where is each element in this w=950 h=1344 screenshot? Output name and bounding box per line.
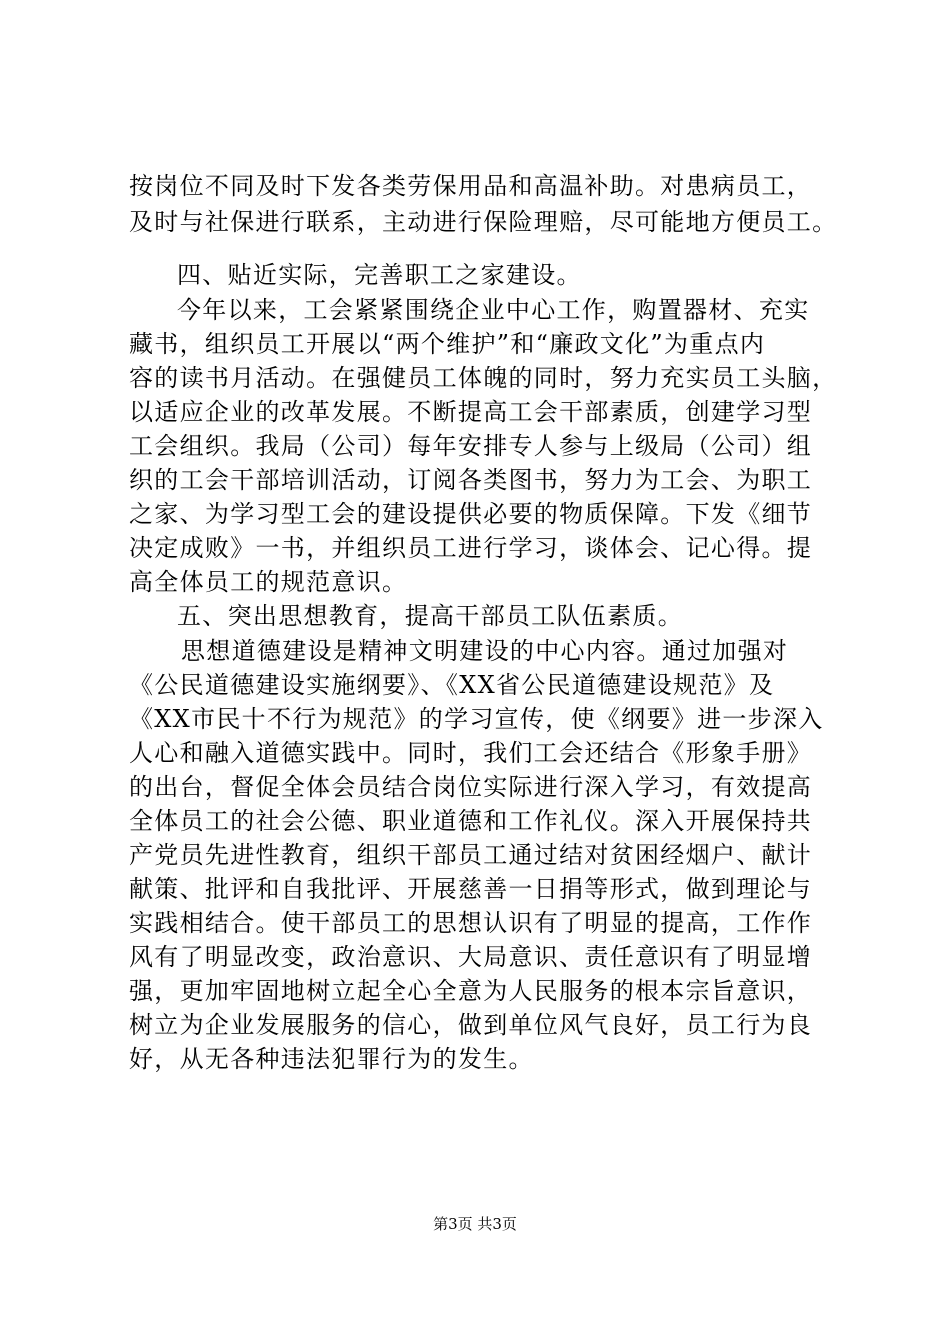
body-line: 《公民道德建设实施纲要》、《XX省公民道德建设规范》及 — [129, 671, 775, 699]
section-heading: 四、贴近实际，完善职工之家建设。 — [177, 261, 582, 289]
body-line: 之家、为学习型工会的建设提供必要的物质保障。下发《细节 — [129, 500, 813, 528]
body-line: 及时与社保进行联系，主动进行保险理赔，尽可能地方便员工。 — [129, 208, 838, 236]
body-line: 《XX市民十不行为规范》的学习宣传，使《纲要》进一步深入 — [129, 705, 824, 733]
body-line: 容的读书月活动。在强健员工体魄的同时，努力充实员工头脑， — [129, 364, 838, 392]
body-line: 的出台，督促全体会员结合岗位实际进行深入学习，有效提高 — [129, 773, 813, 801]
section-heading: 五、突出思想教育，提高干部员工队伍素质。 — [177, 602, 683, 630]
body-line: 好，从无各种违法犯罪行为的发生。 — [129, 1045, 534, 1073]
body-line: 决定成败》一书，并组织员工进行学习，谈体会、记心得。提 — [129, 534, 813, 562]
body-line: 藏书，组织员工开展以“两个维护”和“廉政文化”为重点内 — [129, 330, 766, 358]
body-line: 树立为企业发展服务的信心，做到单位风气良好，员工行为良 — [129, 1011, 813, 1039]
body-line: 强，更加牢固地树立起全心全意为人民服务的根本宗旨意识， — [129, 977, 813, 1005]
body-line: 以适应企业的改革发展。不断提高工会干部素质，创建学习型 — [129, 398, 813, 426]
body-line: 风有了明显改变，政治意识、大局意识、责任意识有了明显增 — [129, 943, 813, 971]
body-line: 产党员先进性教育，组织干部员工通过结对贫困经烟户、献计 — [129, 841, 813, 869]
body-line: 今年以来，工会紧紧围绕企业中心工作，购置器材、充实 — [177, 296, 810, 324]
body-line: 献策、批评和自我批评、开展慈善一日捐等形式，做到理论与 — [129, 875, 813, 903]
body-line: 织的工会干部培训活动，订阅各类图书，努力为工会、为职工 — [129, 466, 813, 494]
body-line: 按岗位不同及时下发各类劳保用品和高温补助。对患病员工， — [129, 172, 813, 200]
body-line: 工会组织。我局（公司）每年安排专人参与上级局（公司）组 — [129, 432, 813, 460]
body-line: 全体员工的社会公德、职业道德和工作礼仪。深入开展保持共 — [129, 807, 813, 835]
body-line: 实践相结合。使干部员工的思想认识有了明显的提高，工作作 — [129, 909, 813, 937]
body-line: 高全体员工的规范意识。 — [129, 568, 408, 596]
body-line: 人心和融入道德实践中。同时，我们工会还结合《形象手册》 — [129, 739, 813, 767]
body-line: 思想道德建设是精神文明建设的中心内容。通过加强对 — [181, 637, 789, 665]
page-number-footer: 第3页 共3页 — [433, 1215, 517, 1233]
